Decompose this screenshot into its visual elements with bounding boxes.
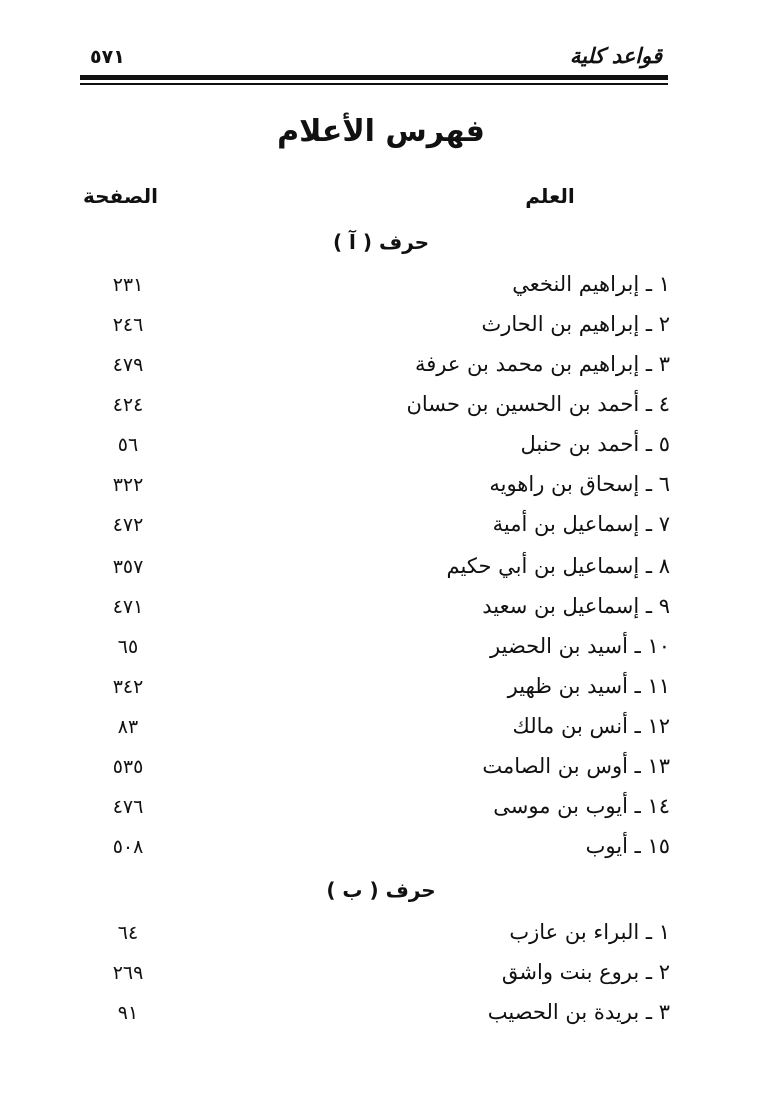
index-entry <box>0 754 762 788</box>
entry-page: ٦٥ <box>117 636 139 658</box>
entry-name: ٥ ـ أحمد بن حنبل <box>520 432 670 456</box>
entry-page: ٩١ <box>117 1002 139 1024</box>
index-entry <box>0 714 762 748</box>
entry-page: ٨٣ <box>117 716 139 738</box>
entry-page: ٤٢٤ <box>112 394 144 416</box>
entry-page: ٤٧٦ <box>112 796 144 818</box>
index-entry <box>0 472 762 506</box>
index-entry <box>0 312 762 346</box>
page-number: ٥٧١ <box>90 46 125 68</box>
running-title: قواعد كلية <box>569 44 662 68</box>
index-entry <box>0 272 762 306</box>
header-rule-thin <box>80 83 668 85</box>
entry-name: ١١ ـ أسيد بن ظهير <box>507 674 670 698</box>
entry-page: ٦٤ <box>117 922 139 944</box>
entry-name: ١٢ ـ أنس بن مالك <box>512 714 670 738</box>
entry-page: ٢٦٩ <box>112 962 144 984</box>
index-entry <box>0 352 762 386</box>
index-entry <box>0 960 762 994</box>
entry-name: ٢ ـ بروع بنت واشق <box>501 960 670 984</box>
entry-page: ٣٢٢ <box>112 474 144 496</box>
index-entry <box>0 432 762 466</box>
entry-name: ٧ ـ إسماعيل بن أمية <box>492 512 670 536</box>
entry-page: ٥٦ <box>117 434 139 456</box>
entry-name: ١ ـ إبراهيم النخعي <box>512 272 670 296</box>
entry-name: ١٠ ـ أسيد بن الحضير <box>490 634 670 658</box>
entry-page: ٤٧٩ <box>112 354 144 376</box>
entry-name: ١٥ ـ أيوب <box>585 834 670 858</box>
section-heading: حرف ( ب ) <box>326 878 436 902</box>
entry-page: ٥٠٨ <box>112 836 144 858</box>
entry-name: ١٤ ـ أيوب بن موسى <box>493 794 670 818</box>
column-header-name: العلم <box>525 184 575 208</box>
index-entry <box>0 634 762 668</box>
entry-name: ١٣ ـ أوس بن الصامت <box>482 754 670 778</box>
index-entry <box>0 594 762 628</box>
entry-name: ١ ـ البراء بن عازب <box>509 920 670 944</box>
index-entry <box>0 674 762 708</box>
index-entry <box>0 834 762 868</box>
entry-page: ٤٧٢ <box>112 514 144 536</box>
entry-page: ٥٣٥ <box>112 756 144 778</box>
entry-name: ٨ ـ إسماعيل بن أبي حكيم <box>446 554 670 578</box>
entry-page: ٢٣١ <box>112 274 144 296</box>
entry-page: ٣٤٢ <box>112 676 144 698</box>
entry-name: ٤ ـ أحمد بن الحسين بن حسان <box>406 392 670 416</box>
entry-name: ٣ ـ إبراهيم بن محمد بن عرفة <box>414 352 670 376</box>
entry-name: ٦ ـ إسحاق بن راهويه <box>489 472 670 496</box>
index-entry <box>0 554 762 588</box>
entry-page: ٣٥٧ <box>112 556 144 578</box>
header-rule-thick <box>80 75 668 80</box>
index-title: فهرس الأعلام <box>277 114 485 149</box>
index-entry <box>0 920 762 954</box>
entry-name: ٢ ـ إبراهيم بن الحارث <box>481 312 670 336</box>
section-heading: حرف ( آ ) <box>332 230 430 254</box>
entry-page: ٤٧١ <box>112 596 144 618</box>
index-entry <box>0 392 762 426</box>
entry-name: ٩ ـ إسماعيل بن سعيد <box>482 594 670 618</box>
entry-name: ٣ ـ بريدة بن الحصيب <box>487 1000 670 1024</box>
column-header-page: الصفحة <box>82 184 158 208</box>
page-header <box>80 44 668 86</box>
index-entry <box>0 794 762 828</box>
index-entry <box>0 1000 762 1034</box>
index-entry <box>0 512 762 546</box>
entry-page: ٢٤٦ <box>112 314 144 336</box>
